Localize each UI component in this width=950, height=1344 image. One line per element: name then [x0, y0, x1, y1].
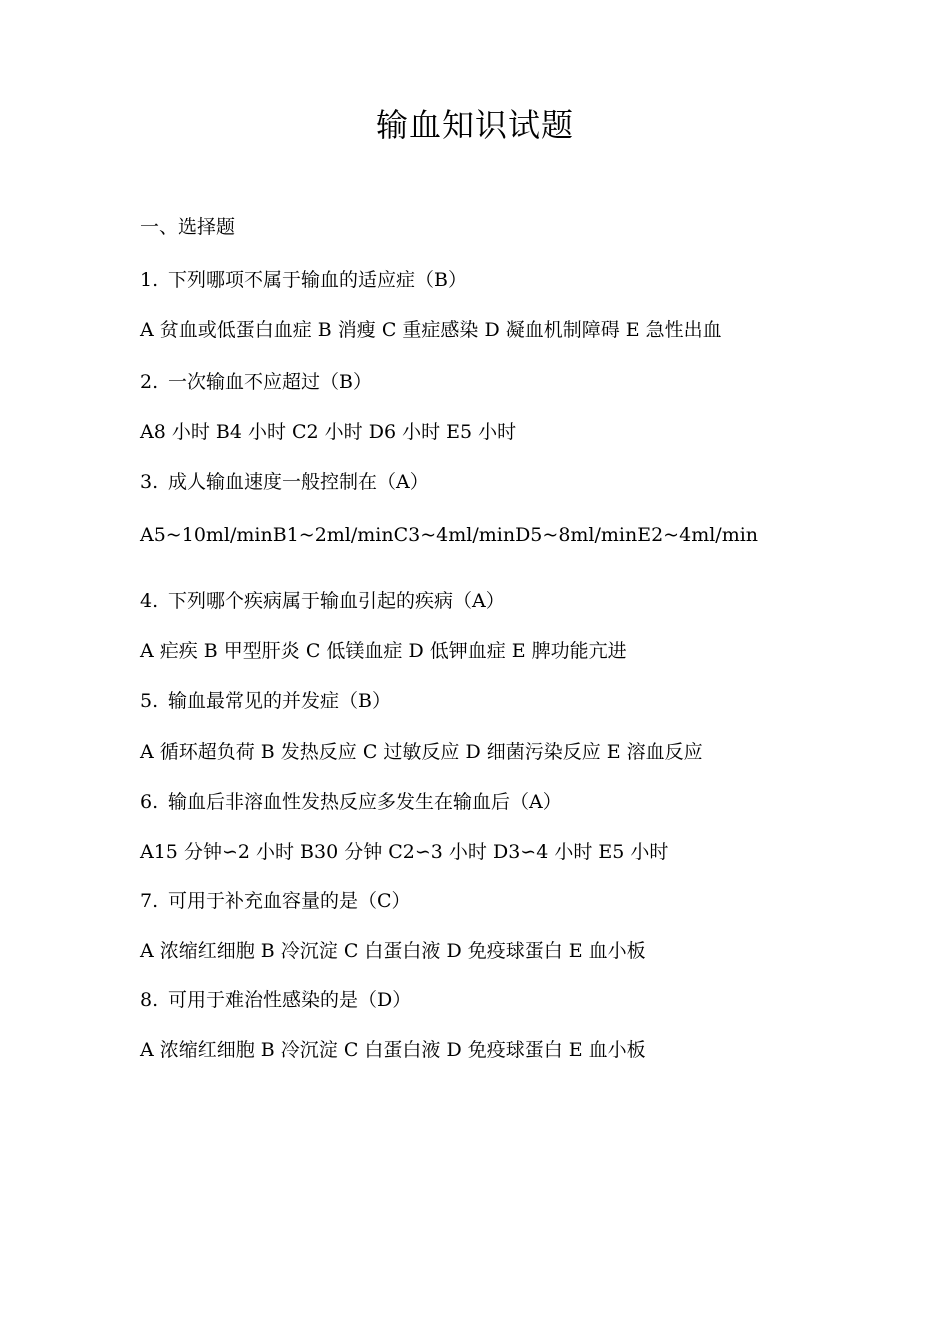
document-title: 输血知识试题 [375, 106, 574, 144]
question-number: 4. [140, 590, 159, 612]
question-3-prompt [140, 468, 429, 496]
question-8-prompt [140, 986, 411, 1014]
question-number: 2. [140, 371, 159, 393]
question-number: 1. [140, 269, 159, 291]
question-text: 下列哪项不属于输血的适应症（B） [168, 269, 467, 291]
question-6-options: A15 分钟∽2 小时 B30 分钟 C2∽3 小时 D3∽4 小时 E5 小时 [140, 841, 669, 863]
question-6-prompt [140, 788, 562, 816]
question-number: 3. [140, 471, 159, 493]
question-4-prompt [140, 587, 505, 615]
question-4-options: A 疟疾 B 甲型肝炎 C 低镁血症 D 低钾血症 E 脾功能亢进 [140, 640, 627, 662]
section-heading: 一、选择题 [140, 216, 236, 238]
question-3-options: A5~10ml/minB1~2ml/minC3~4ml/minD5~8ml/minE2~4ml/min [140, 524, 759, 546]
question-number: 5. [140, 690, 159, 712]
question-7-options: A 浓缩红细胞 B 冷沉淀 C 白蛋白液 D 免疫球蛋白 E 血小板 [140, 940, 646, 962]
question-1-prompt [140, 266, 467, 294]
question-text: 一次输血不应超过（B） [168, 371, 372, 393]
question-number: 7. [140, 890, 159, 912]
question-5-options: A 循环超负荷 B 发热反应 C 过敏反应 D 细菌污染反应 E 溶血反应 [140, 741, 703, 763]
question-2-options: A8 小时 B4 小时 C2 小时 D6 小时 E5 小时 [140, 421, 517, 443]
question-text: 可用于难治性感染的是（D） [168, 989, 412, 1011]
question-text: 输血最常见的并发症（B） [168, 690, 391, 712]
question-text: 可用于补充血容量的是（C） [168, 890, 411, 912]
question-1-options: A 贫血或低蛋白血症 B 消瘦 C 重症感染 D 凝血机制障碍 E 急性出血 [140, 319, 722, 341]
question-text: 输血后非溶血性发热反应多发生在输血后（A） [168, 791, 562, 813]
question-2-prompt [140, 368, 372, 396]
question-5-prompt [140, 687, 391, 715]
question-number: 8. [140, 989, 159, 1011]
question-text: 下列哪个疾病属于输血引起的疾病（A） [168, 590, 505, 612]
question-8-options: A 浓缩红细胞 B 冷沉淀 C 白蛋白液 D 免疫球蛋白 E 血小板 [140, 1039, 646, 1061]
question-text: 成人输血速度一般控制在（A） [168, 471, 429, 493]
question-7-prompt [140, 887, 411, 915]
question-number: 6. [140, 791, 159, 813]
